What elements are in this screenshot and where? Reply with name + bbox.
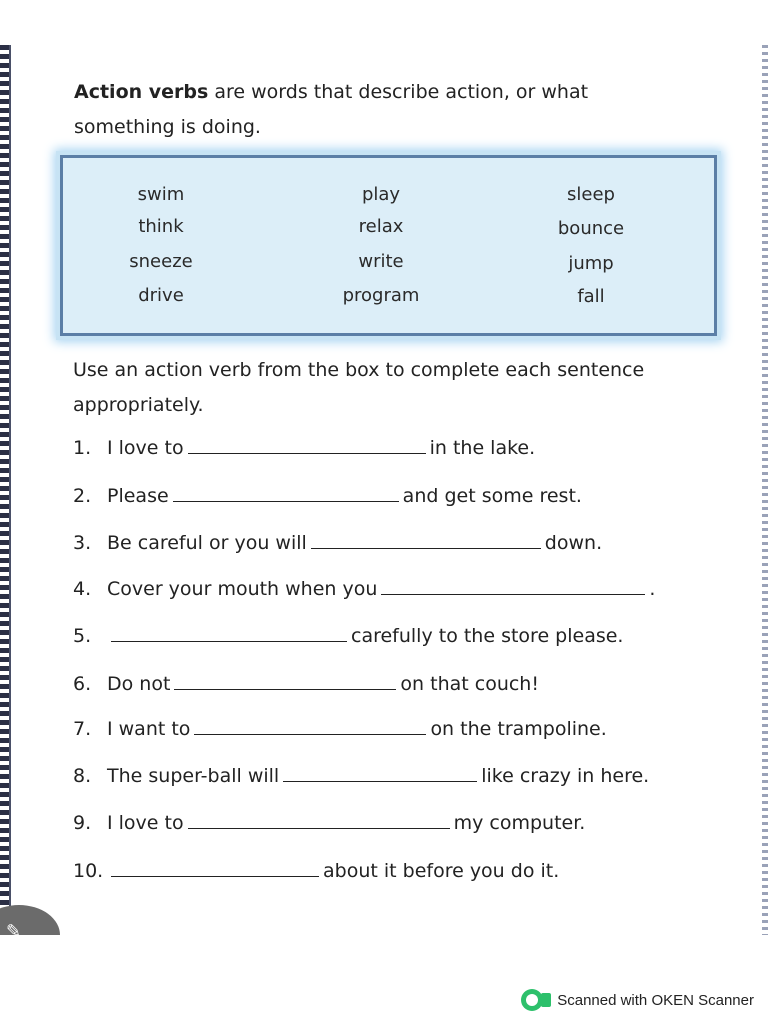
question-text-after: on the trampoline. <box>430 718 607 740</box>
question-text-before: Cover your mouth when you <box>107 578 378 600</box>
word-item: write <box>358 251 404 272</box>
answer-blank[interactable] <box>173 487 399 502</box>
question-text-after: and get some rest. <box>402 485 582 507</box>
verb-word-box <box>60 155 717 336</box>
question-number: 3. <box>73 532 92 554</box>
answer-blank[interactable] <box>311 534 541 549</box>
word-item: swim <box>137 184 185 205</box>
scanner-watermark <box>521 989 754 1011</box>
question-text-after: in the lake. <box>429 437 536 459</box>
word-item: relax <box>358 216 404 237</box>
question-number: 2. <box>73 485 92 507</box>
question-1 <box>73 437 535 459</box>
word-item: program <box>342 285 420 306</box>
answer-blank[interactable] <box>283 767 477 782</box>
oken-scanner-logo-icon <box>521 989 543 1011</box>
question-text-after: down. <box>544 532 603 554</box>
edit-icon[interactable]: ✎ <box>0 905 60 935</box>
question-7 <box>73 718 607 740</box>
question-text-after: on that couch! <box>400 673 539 695</box>
answer-blank[interactable] <box>188 814 450 829</box>
worksheet-page <box>0 45 768 935</box>
answer-blank[interactable] <box>381 580 645 595</box>
answer-blank[interactable] <box>174 675 396 690</box>
answer-blank[interactable] <box>194 720 426 735</box>
question-2 <box>73 485 582 507</box>
word-item: think <box>138 216 184 237</box>
question-text-before: I want to <box>107 718 191 740</box>
question-number: 6. <box>73 673 92 695</box>
question-text-before: Be careful or you will <box>107 532 307 554</box>
question-number: 4. <box>73 578 92 600</box>
instructions-text: Use an action verb from the box to complete each sentence appropriately. <box>73 359 645 416</box>
answer-blank[interactable] <box>188 439 426 454</box>
question-text-before: The super-ball will <box>107 765 280 787</box>
word-item: sneeze <box>129 251 193 272</box>
question-text-after: like crazy in here. <box>481 765 650 787</box>
word-item: bounce <box>557 218 625 239</box>
intro-text <box>74 75 674 145</box>
question-number: 8. <box>73 765 92 787</box>
question-number: 5. <box>73 625 92 647</box>
question-text-after: . <box>649 578 656 600</box>
question-text-before: I love to <box>107 812 184 834</box>
binding-edge-left <box>0 45 9 935</box>
word-item: sleep <box>567 184 615 205</box>
intro-bold-term: Action verbs <box>74 81 209 103</box>
question-4 <box>73 578 655 600</box>
word-item: play <box>361 184 401 205</box>
intro-rest: are words that describe action, or what something is doing. <box>74 81 589 138</box>
question-text-before: Do not <box>107 673 171 695</box>
question-text-before: I love to <box>107 437 184 459</box>
question-5 <box>73 625 623 647</box>
answer-blank[interactable] <box>111 627 347 642</box>
question-3 <box>73 532 602 554</box>
scanner-label: Scanned with OKEN Scanner <box>557 991 754 1009</box>
question-number: 1. <box>73 437 92 459</box>
question-text-after: my computer. <box>453 812 586 834</box>
question-number: 10. <box>73 860 104 882</box>
question-text-after: about it before you do it. <box>323 860 560 882</box>
question-9 <box>73 812 585 834</box>
word-item: jump <box>568 253 614 274</box>
question-6 <box>73 673 539 695</box>
question-text-after: carefully to the store please. <box>351 625 624 647</box>
question-10 <box>73 860 559 882</box>
binding-edge-line <box>9 45 11 935</box>
question-number: 7. <box>73 718 92 740</box>
word-item: fall <box>577 286 605 307</box>
question-8 <box>73 765 649 787</box>
question-number: 9. <box>73 812 92 834</box>
word-item: drive <box>138 285 184 306</box>
binding-edge-right <box>762 45 768 935</box>
question-text-before: Please <box>107 485 169 507</box>
answer-blank[interactable] <box>111 862 319 877</box>
